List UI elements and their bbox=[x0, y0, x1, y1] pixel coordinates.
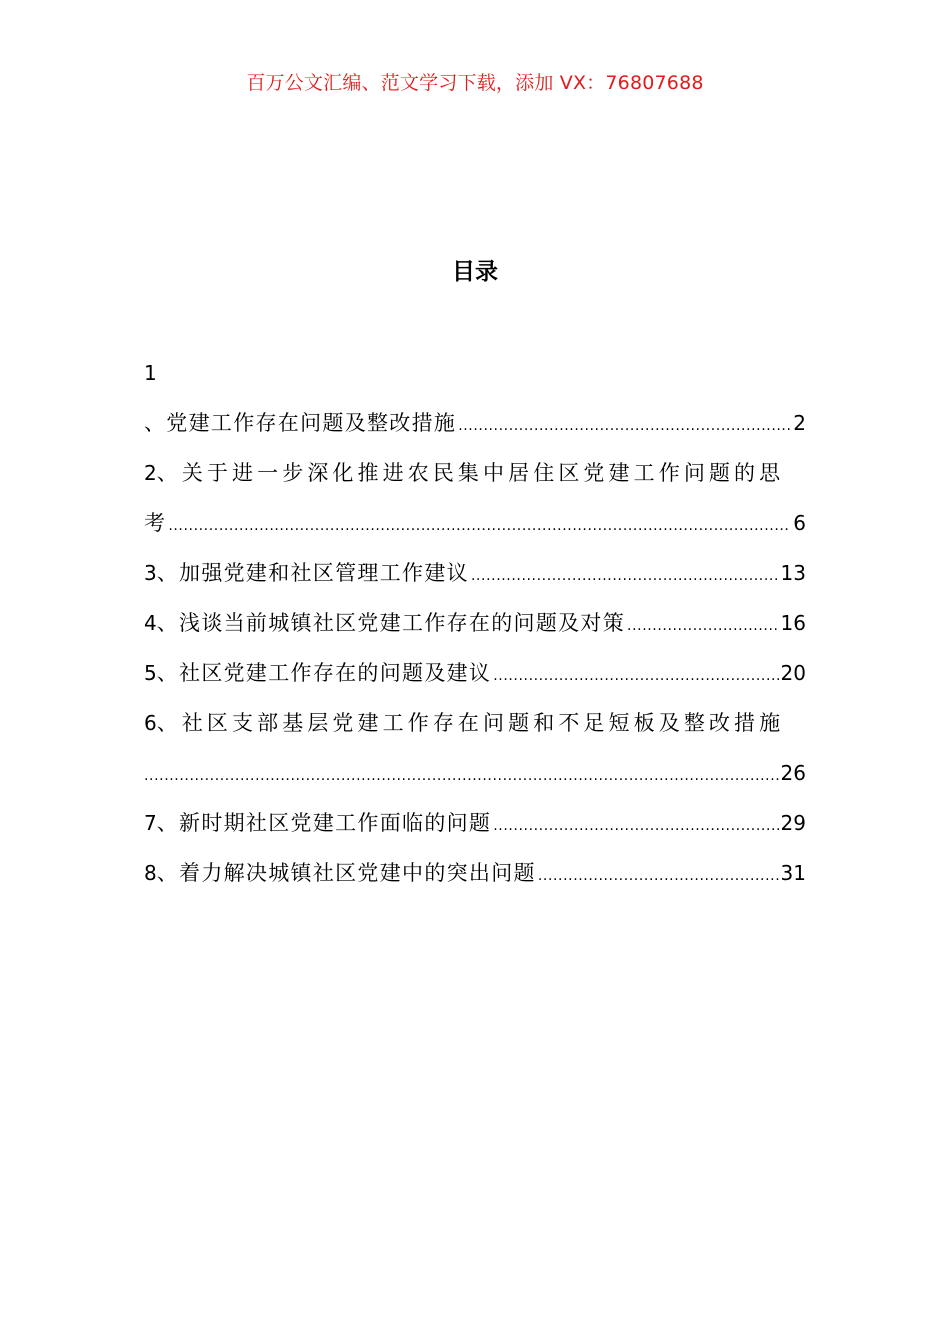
toc-text: 、浅谈当前城镇社区党建工作存在的问题及对策 bbox=[156, 611, 626, 635]
page-title: 目录 bbox=[452, 259, 498, 285]
toc-line-4[interactable] bbox=[144, 503, 806, 553]
toc-text: 考 bbox=[144, 511, 167, 535]
toc-line-5[interactable] bbox=[144, 553, 806, 603]
dot-leader bbox=[471, 556, 779, 596]
watermark-header: 百万公文汇编、范文学习下载，添加 VX：76807688 bbox=[246, 72, 704, 94]
toc-number: 1 bbox=[144, 361, 157, 385]
toc-number: 7 bbox=[144, 811, 157, 835]
toc-line-7[interactable] bbox=[144, 653, 806, 703]
dot-leader bbox=[538, 856, 779, 896]
toc-number: 2 bbox=[144, 461, 157, 485]
dot-leader bbox=[493, 656, 778, 696]
dot-leader bbox=[493, 806, 778, 846]
toc-text: 、社区支部基层党建工作存在问题和不足短板及整改措施 bbox=[156, 711, 785, 735]
toc-text: 、社区党建工作存在的问题及建议 bbox=[156, 661, 492, 685]
toc-line-10[interactable] bbox=[144, 803, 806, 853]
toc-line-9[interactable] bbox=[144, 753, 806, 803]
toc-page-number: 13 bbox=[780, 561, 806, 585]
toc-line-6[interactable] bbox=[144, 603, 806, 653]
toc-text: 、新时期社区党建工作面临的问题 bbox=[156, 811, 492, 835]
toc-text: 、加强党建和社区管理工作建议 bbox=[156, 561, 469, 585]
toc-line-2[interactable] bbox=[144, 403, 806, 453]
toc-page-number: 29 bbox=[780, 811, 806, 835]
toc-page-number: 6 bbox=[793, 511, 806, 535]
toc-line-11[interactable] bbox=[144, 853, 806, 903]
toc-page-number: 2 bbox=[793, 411, 806, 435]
dot-leader bbox=[144, 756, 779, 796]
toc-page-number: 26 bbox=[780, 761, 806, 785]
toc-number: 3 bbox=[144, 561, 157, 585]
toc-number: 8 bbox=[144, 861, 157, 885]
toc-page-number: 31 bbox=[780, 861, 806, 885]
table-of-contents bbox=[144, 353, 806, 903]
toc-line-1[interactable] bbox=[144, 353, 806, 403]
toc-page-number: 16 bbox=[780, 611, 806, 635]
dot-leader bbox=[458, 406, 791, 446]
toc-text: 、关于进一步深化推进农民集中居住区党建工作问题的思 bbox=[156, 461, 785, 485]
toc-number: 6 bbox=[144, 711, 157, 735]
toc-line-8[interactable] bbox=[144, 703, 806, 753]
toc-text: 、党建工作存在问题及整改措施 bbox=[144, 411, 457, 435]
toc-line-3[interactable] bbox=[144, 453, 806, 503]
toc-text: 、着力解决城镇社区党建中的突出问题 bbox=[156, 861, 536, 885]
toc-page-number: 20 bbox=[780, 661, 806, 685]
toc-number: 4 bbox=[144, 611, 157, 635]
dot-leader bbox=[627, 606, 779, 646]
toc-number: 5 bbox=[144, 661, 157, 685]
dot-leader bbox=[168, 506, 791, 546]
